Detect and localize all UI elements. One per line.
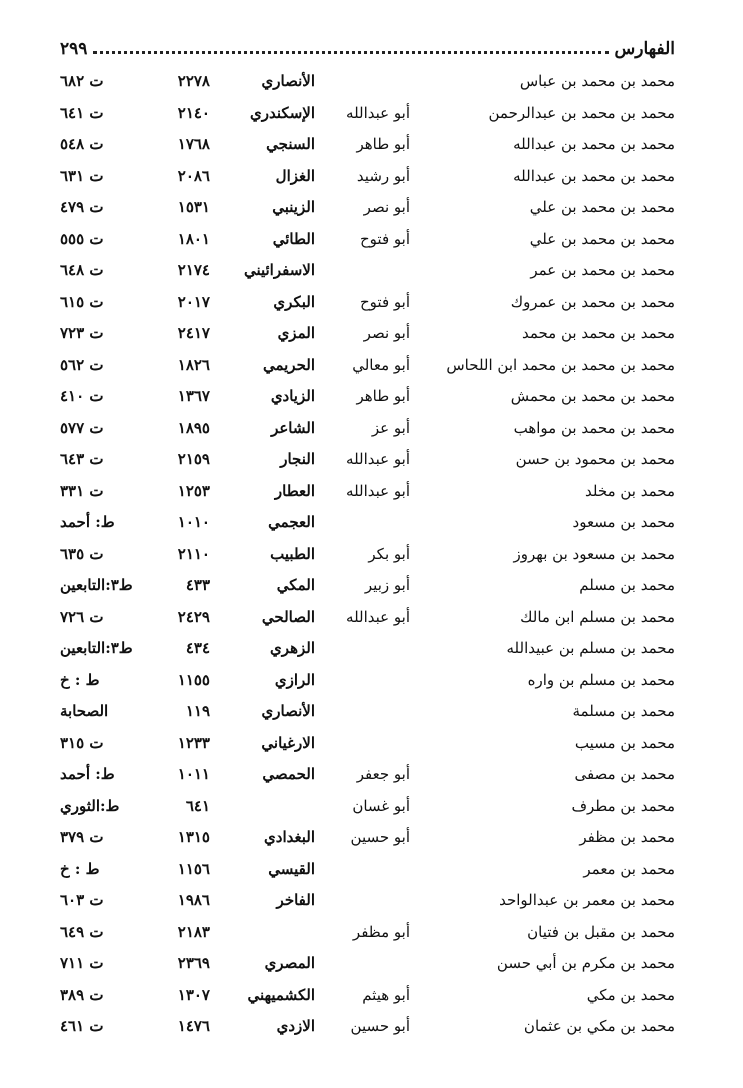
entry-number: ٤٣٤ <box>185 639 210 657</box>
entry-nisba: العجمي <box>268 513 315 531</box>
entry-number: ٢١١٠ <box>177 544 210 563</box>
entry-nisba: القيسي <box>268 859 315 878</box>
index-row <box>60 350 675 382</box>
entry-number: ١٢٥٣ <box>177 481 210 500</box>
entry-reference: ط: أحمد <box>60 765 115 783</box>
entry-name: محمد بن مظفر <box>579 828 675 846</box>
entry-number: ١٠١٠ <box>177 513 210 531</box>
index-row <box>60 444 675 476</box>
entry-nisba: الاسفرائيني <box>243 261 315 279</box>
entry-reference: ت ٦٤٣ <box>60 450 104 468</box>
entry-nisba: الارغياني <box>261 733 315 752</box>
entry-kunya: أبو عبدالله <box>346 481 410 500</box>
index-row <box>60 759 675 791</box>
entry-number: ٤٣٣ <box>185 576 210 594</box>
entry-nisba: الازدي <box>276 1017 315 1035</box>
entry-name: محمد بن محمد بن محمد <box>521 324 675 342</box>
entry-nisba: الحمصي <box>262 765 315 783</box>
entry-number: ٢٠٨٦ <box>177 166 210 185</box>
index-row <box>60 728 675 760</box>
entry-name: محمد بن مكي <box>586 985 675 1004</box>
entry-number: ٢٣٦٩ <box>177 954 210 972</box>
entry-name: محمد بن محمد بن عبدالرحمن <box>488 103 675 122</box>
index-row <box>60 633 675 665</box>
index-row <box>60 192 675 224</box>
entry-name: محمد بن معمر بن عبدالواحد <box>499 891 675 909</box>
entry-nisba: الأنصاري <box>261 72 315 90</box>
entry-name: محمد بن مصفى <box>574 765 675 783</box>
entry-number: ١١٩ <box>185 702 210 720</box>
entry-name: محمد بن محمد بن عبدالله <box>513 166 675 185</box>
index-row <box>60 539 675 571</box>
entry-reference: ت ٣٨٩ <box>60 985 104 1004</box>
entry-reference: ت ٥٧٧ <box>60 418 104 437</box>
index-row <box>60 885 675 917</box>
entry-number: ١٨٠١ <box>177 229 210 248</box>
entry-reference: ت ٣١٥ <box>60 733 104 752</box>
index-row <box>60 980 675 1012</box>
entry-name: محمد بن محمد بن عمر <box>530 261 675 279</box>
entry-name: محمد بن محمد بن مواهب <box>513 418 675 437</box>
index-row <box>60 791 675 823</box>
entry-number: ١٥٣١ <box>177 198 210 216</box>
index-row <box>60 255 675 287</box>
entry-number: ٢٠١٧ <box>177 292 210 311</box>
entry-nisba: الطبيب <box>270 544 315 563</box>
index-row <box>60 98 675 130</box>
entry-nisba: البكري <box>273 292 315 311</box>
entry-nisba: المكي <box>276 576 315 594</box>
entry-kunya: أبو زبير <box>364 576 410 594</box>
entry-kunya: أبو بكر <box>368 544 410 563</box>
entry-name: محمد بن محمد بن عمروك <box>510 292 675 311</box>
entry-number: ٢١٧٤ <box>177 261 210 279</box>
entry-reference: ت ٦٨٢ <box>60 72 104 90</box>
entry-name: محمد بن محمد بن محمش <box>510 387 675 405</box>
entry-nisba: البغدادي <box>264 828 315 846</box>
entry-nisba: الشاعر <box>271 418 315 437</box>
entry-number: ١٢٣٣ <box>177 733 210 752</box>
entry-name: محمد بن مسعود <box>572 513 675 531</box>
index-row <box>60 129 675 161</box>
entry-kunya: أبو حسين <box>350 1017 410 1035</box>
index-row <box>60 507 675 539</box>
entry-reference: ت ٤٦١ <box>60 1017 104 1035</box>
entry-nisba: الصالحي <box>261 607 315 626</box>
entry-name: محمد بن محمد بن علي <box>529 229 675 248</box>
entry-reference: ت ٧٢٣ <box>60 324 104 342</box>
entry-nisba: الحريمي <box>262 355 315 374</box>
entry-nisba: الرازي <box>274 670 315 689</box>
entry-number: ١٩٨٦ <box>177 891 210 909</box>
entry-nisba: المصري <box>264 954 315 972</box>
entry-number: ٢٤١٧ <box>177 324 210 342</box>
entry-kunya: أبو نصر <box>363 198 410 216</box>
entry-reference: ت ٦٤٨ <box>60 261 104 279</box>
entry-name: محمد بن مقبل بن فتيان <box>527 922 675 941</box>
entry-kunya: أبو عز <box>371 418 410 437</box>
entry-name: محمد بن محمد بن محمد ابن اللحاس <box>446 355 675 374</box>
entry-nisba: السنجي <box>266 135 315 153</box>
entry-name: محمد بن مسلم بن واره <box>527 670 675 689</box>
entry-name: محمد بن مسيب <box>574 733 675 752</box>
entry-number: ١٣٠٧ <box>177 985 210 1004</box>
entry-name: محمد بن مسعود بن بهروز <box>513 544 675 563</box>
index-row <box>60 318 675 350</box>
entry-kunya: أبو نصر <box>363 324 410 342</box>
entry-name: محمد بن مسلم ابن مالك <box>520 607 675 626</box>
index-row <box>60 1011 675 1043</box>
entry-name: محمد بن مكي بن عثمان <box>523 1017 675 1035</box>
index-row <box>60 161 675 193</box>
page-title: الفهارس <box>614 39 675 59</box>
entry-reference: ت ٦٤١ <box>60 103 104 122</box>
index-row <box>60 224 675 256</box>
entry-reference: ت ٥٦٢ <box>60 355 104 374</box>
entry-reference: ت ٣٣١ <box>60 481 104 500</box>
entry-kunya: أبو حسين <box>350 828 410 846</box>
entry-nisba: المزي <box>277 324 315 342</box>
entry-nisba: الغزال <box>275 166 315 185</box>
index-row <box>60 413 675 445</box>
entry-name: محمد بن محمد بن عباس <box>519 72 675 90</box>
entry-name: محمد بن مخلد <box>585 481 675 500</box>
entry-nisba: الكشميهني <box>247 985 315 1004</box>
index-list <box>60 66 675 1043</box>
entry-name: محمد بن مسلم بن عبيدالله <box>506 639 675 657</box>
entry-nisba: الزهري <box>270 639 315 657</box>
entry-nisba: الفاخر <box>276 891 315 909</box>
entry-reference: ط: أحمد <box>60 513 115 531</box>
entry-nisba: العطار <box>274 481 315 500</box>
entry-name: محمد بن محمود بن حسن <box>515 450 675 468</box>
entry-name: محمد بن مكرم بن أبي حسن <box>496 954 675 972</box>
index-row <box>60 854 675 886</box>
entry-kunya: أبو معالي <box>352 355 410 374</box>
entry-reference: ط٣:التابعين <box>60 639 133 657</box>
entry-reference: ت ٤٧٩ <box>60 198 104 216</box>
entry-nisba: الإسكندري <box>250 103 315 122</box>
entry-kunya: أبو طاهر <box>356 387 410 405</box>
entry-name: محمد بن مسلم <box>579 576 675 594</box>
entry-kunya: أبو عبدالله <box>346 450 410 468</box>
entry-reference: ط : خ <box>60 859 100 878</box>
entry-nisba: الأنصاري <box>261 702 315 720</box>
index-row <box>60 917 675 949</box>
entry-nisba: الزيادي <box>270 387 315 405</box>
entry-number: ١٤٧٦ <box>177 1017 210 1035</box>
leader-dots <box>93 41 608 54</box>
entry-number: ١٠١١ <box>177 765 210 783</box>
entry-name: محمد بن معمر <box>583 859 675 878</box>
index-row <box>60 476 675 508</box>
entry-name: محمد بن مطرف <box>571 796 675 815</box>
entry-kunya: أبو فتوح <box>360 292 410 311</box>
entry-number: ١٣٦٧ <box>177 387 210 405</box>
entry-reference: ت ٦٠٣ <box>60 891 104 909</box>
entry-kunya: أبو طاهر <box>356 135 410 153</box>
entry-reference: ت ٦٣١ <box>60 166 104 185</box>
entry-kunya: أبو مظفر <box>352 922 410 941</box>
index-row <box>60 287 675 319</box>
entry-kunya: أبو عبدالله <box>346 103 410 122</box>
entry-kunya: أبو رشيد <box>356 166 410 185</box>
entry-number: ١٣١٥ <box>177 828 210 846</box>
entry-kunya: أبو عبدالله <box>346 607 410 626</box>
index-row <box>60 602 675 634</box>
entry-kunya: أبو فتوح <box>360 229 410 248</box>
entry-name: محمد بن محمد بن عبدالله <box>513 135 675 153</box>
entry-number: ٢١٤٠ <box>177 103 210 122</box>
entry-reference: ط : خ <box>60 670 100 689</box>
entry-reference: ت ٧١١ <box>60 954 104 972</box>
entry-reference: الصحابة <box>60 702 109 720</box>
index-row <box>60 381 675 413</box>
entry-number: ١٨٢٦ <box>177 355 210 374</box>
page-header <box>60 36 675 62</box>
entry-number: ١١٥٥ <box>177 670 210 689</box>
entry-name: محمد بن محمد بن علي <box>529 198 675 216</box>
entry-nisba: النجار <box>280 450 315 468</box>
entry-number: ١٨٩٥ <box>177 418 210 437</box>
entry-number: ١٧٦٨ <box>177 135 210 153</box>
entry-number: ٢٤٢٩ <box>177 607 210 626</box>
entry-name: محمد بن مسلمة <box>572 702 675 720</box>
entry-kunya: أبو هيثم <box>362 985 410 1004</box>
index-row <box>60 570 675 602</box>
entry-number: ٢١٥٩ <box>177 450 210 468</box>
entry-reference: ت ٥٤٨ <box>60 135 104 153</box>
entry-reference: ت ٦٣٥ <box>60 544 104 563</box>
entry-reference: ت ٤١٠ <box>60 387 104 405</box>
entry-number: ٢١٨٣ <box>177 922 210 941</box>
index-row <box>60 696 675 728</box>
entry-reference: ط:الثوري <box>60 796 120 815</box>
entry-kunya: أبو غسان <box>352 796 410 815</box>
index-row <box>60 665 675 697</box>
entry-number: ٢٢٧٨ <box>177 72 210 90</box>
entry-reference: ت ٥٥٥ <box>60 229 104 248</box>
entry-reference: ت ٧٢٦ <box>60 607 104 626</box>
index-row <box>60 822 675 854</box>
entry-nisba: الزينبي <box>272 198 315 216</box>
index-row <box>60 948 675 980</box>
entry-nisba: الطائي <box>272 229 315 248</box>
page-number: ٢٩٩ <box>60 39 88 59</box>
entry-reference: ت ٦٤٩ <box>60 922 104 941</box>
entry-kunya: أبو جعفر <box>356 765 410 783</box>
entry-reference: ت ٦١٥ <box>60 292 104 311</box>
index-row <box>60 66 675 98</box>
entry-reference: ت ٣٧٩ <box>60 828 104 846</box>
entry-number: ٦٤١ <box>185 796 210 815</box>
entry-reference: ط٣:التابعين <box>60 576 133 594</box>
entry-number: ١١٥٦ <box>177 859 210 878</box>
